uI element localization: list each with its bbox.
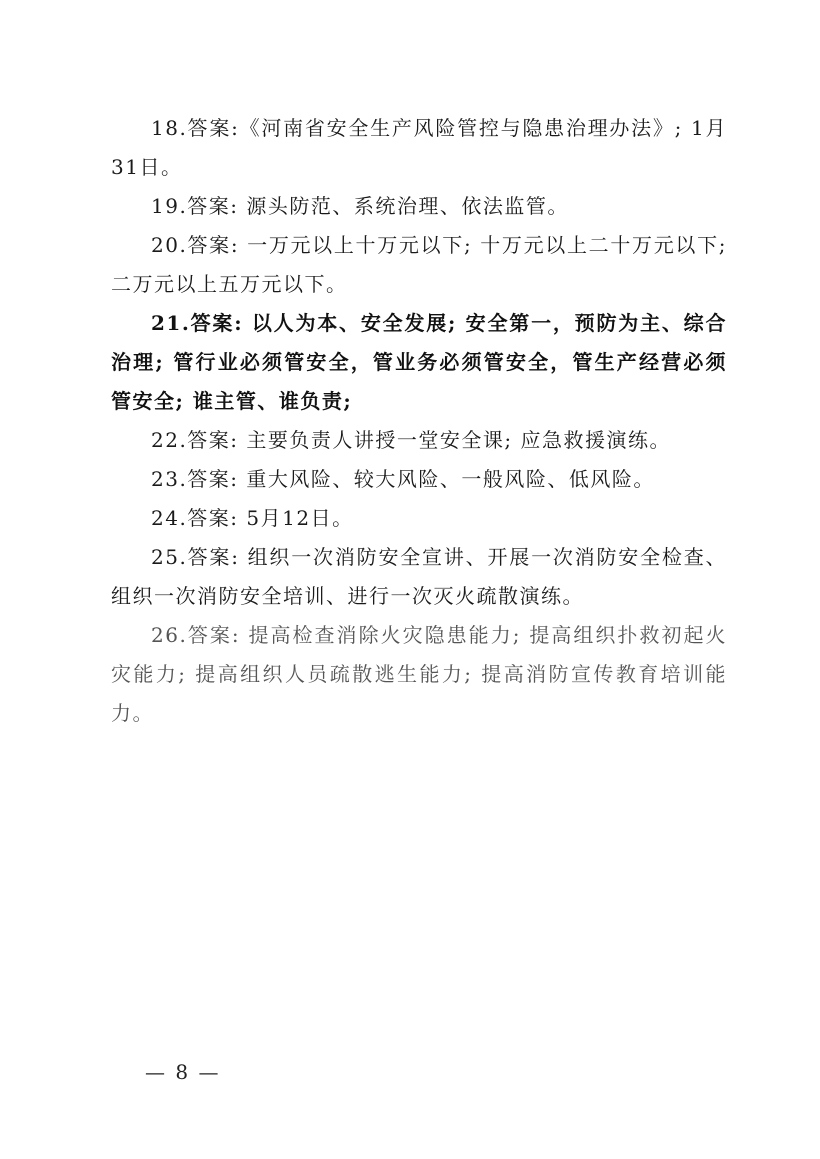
answer-25: 25.答案: 组织一次消防安全宣讲、开展一次消防安全检查、组织一次消防安全培训、进行一次灭火疏散演练。	[111, 545, 727, 608]
answer-22: 22.答案: 主要负责人讲授一堂安全课; 应急救援演练。	[151, 428, 671, 452]
page-number: — 8 —	[145, 1060, 221, 1084]
answer-23: 23.答案: 重大风险、较大风险、一般风险、低风险。	[151, 467, 655, 491]
answer-list	[111, 109, 727, 733]
answer-24: 24.答案: 5月12日。	[151, 506, 354, 530]
answer-21: 21.答案: 以人为本、安全发展; 安全第一，预防为主、综合治理; 管行业必须管安全，管业务必须管安全，管生产经营必须管安全; 谁主管、谁负责;	[111, 311, 727, 413]
answer-19: 19.答案: 源头防范、系统治理、依法监管。	[151, 194, 569, 218]
answer-26: 26.答案: 提高检查消除火灾隐患能力; 提高组织扑救初起火灾能力; 提高组织人员疏散逃生能力; 提高消防宣传教育培训能力。	[111, 623, 727, 725]
answer-18: 18.答案:《河南省安全生产风险管控与隐患治理办法》; 1月31日。	[111, 116, 727, 179]
answer-20: 20.答案: 一万元以上十万元以下; 十万元以上二十万元以下; 二万元以上五万元以下。	[111, 233, 727, 296]
